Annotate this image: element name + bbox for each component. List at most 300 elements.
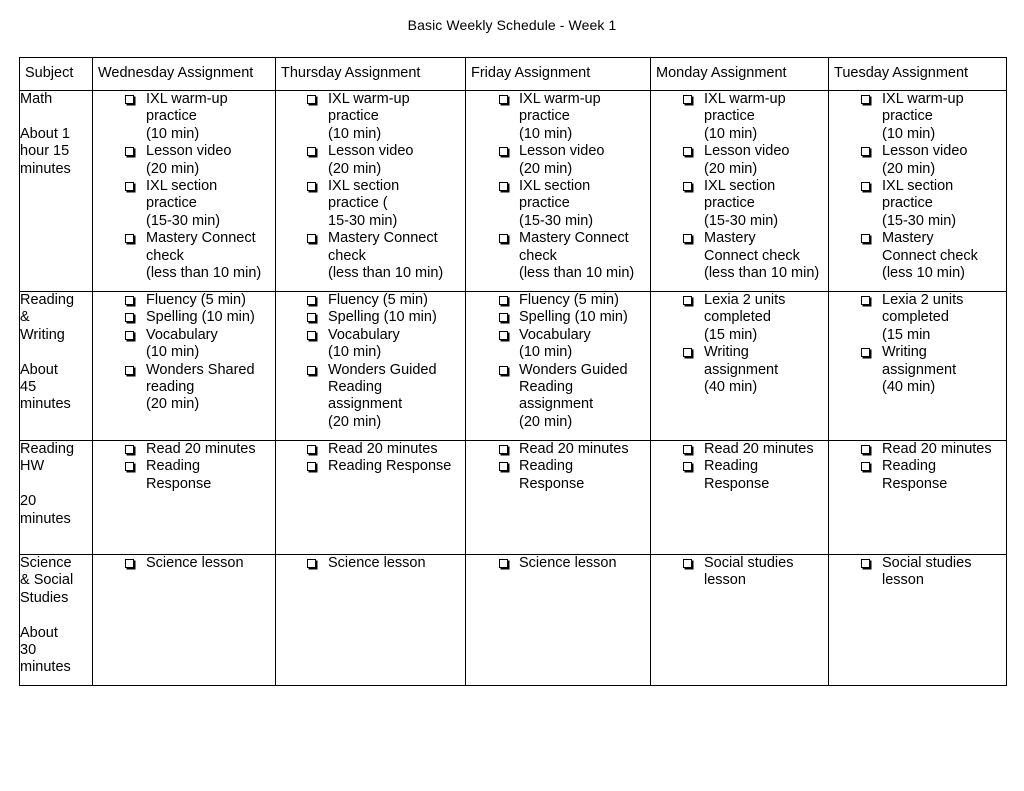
subject-label bbox=[20, 344, 92, 361]
subject-label: & bbox=[20, 309, 30, 326]
checkbox-icon[interactable] bbox=[307, 182, 316, 191]
task-list bbox=[651, 555, 828, 590]
task-text-line: (15-30 min) bbox=[519, 212, 594, 229]
subject-label: minutes bbox=[20, 396, 71, 413]
task-text bbox=[829, 441, 1006, 458]
checkbox-icon[interactable] bbox=[861, 234, 870, 243]
task-text bbox=[93, 91, 275, 143]
subject-cell bbox=[20, 91, 93, 292]
assignment-cell bbox=[651, 441, 829, 555]
table-row bbox=[20, 292, 1007, 441]
checkbox-icon[interactable] bbox=[307, 462, 316, 471]
assignment-cell bbox=[276, 555, 466, 686]
task-text-line: check bbox=[519, 247, 557, 264]
task-text-line: (20 min) bbox=[146, 396, 200, 413]
task-list bbox=[276, 292, 465, 431]
task-text bbox=[466, 143, 650, 178]
checkbox-icon[interactable] bbox=[683, 182, 692, 191]
checkbox-icon[interactable] bbox=[499, 313, 508, 322]
task-item bbox=[93, 292, 275, 309]
task-text-line: Spelling (10 min) bbox=[328, 309, 437, 326]
task-text bbox=[829, 178, 1006, 230]
checkbox-icon[interactable] bbox=[683, 348, 692, 357]
checkbox-icon[interactable] bbox=[861, 462, 870, 471]
task-item bbox=[829, 91, 1006, 143]
task-text bbox=[276, 362, 465, 432]
subject-label bbox=[20, 476, 92, 493]
checkbox-icon[interactable] bbox=[499, 234, 508, 243]
task-text bbox=[93, 441, 275, 458]
task-list bbox=[466, 292, 650, 431]
task-text-line: Writing bbox=[704, 344, 749, 361]
task-text bbox=[651, 292, 828, 344]
subject-label bbox=[20, 607, 92, 624]
task-item bbox=[466, 441, 650, 458]
task-item bbox=[466, 143, 650, 178]
task-text-line: Read 20 minutes bbox=[519, 441, 629, 457]
task-item bbox=[466, 292, 650, 309]
task-item bbox=[276, 178, 465, 230]
task-text bbox=[276, 143, 465, 178]
checkbox-icon[interactable] bbox=[125, 182, 134, 191]
task-text bbox=[93, 178, 275, 230]
assignment-cell bbox=[651, 91, 829, 292]
checkbox-icon[interactable] bbox=[307, 296, 316, 305]
task-text-line: Response bbox=[882, 475, 948, 492]
subject-label: 45 bbox=[20, 379, 37, 396]
task-list bbox=[829, 441, 1006, 493]
assignment-cell bbox=[276, 441, 466, 555]
checkbox-icon[interactable] bbox=[683, 296, 692, 305]
task-text-line: practice bbox=[519, 195, 570, 212]
subject-cell bbox=[20, 555, 93, 686]
task-text bbox=[651, 458, 828, 493]
task-text-line: (15-30 min) bbox=[704, 212, 779, 229]
task-item bbox=[276, 458, 465, 475]
checkbox-icon[interactable] bbox=[861, 95, 870, 104]
task-text-line: Lesson video bbox=[328, 143, 414, 160]
schedule-body bbox=[20, 91, 1007, 686]
task-item bbox=[466, 327, 650, 362]
task-text-line: Vocabulary bbox=[328, 326, 400, 343]
checkbox-icon[interactable] bbox=[683, 234, 692, 243]
task-text-line: (less than 10 min) bbox=[328, 265, 444, 282]
task-text-line: (15-30 min) bbox=[882, 212, 957, 229]
task-list bbox=[829, 555, 1006, 590]
task-text-line: IXL warm-up bbox=[146, 91, 228, 107]
checkbox-icon[interactable] bbox=[499, 445, 508, 454]
assignment-cell bbox=[829, 555, 1007, 686]
task-item bbox=[466, 230, 650, 282]
task-list bbox=[651, 441, 828, 493]
assignment-cell bbox=[276, 91, 466, 292]
task-item bbox=[829, 178, 1006, 230]
task-text bbox=[93, 143, 275, 178]
task-text-line: check bbox=[146, 247, 184, 264]
task-text-line: (15 min) bbox=[704, 326, 758, 343]
task-text-line: (10 min) bbox=[146, 125, 200, 142]
task-text-line: IXL section bbox=[882, 178, 954, 195]
task-text bbox=[829, 91, 1006, 143]
task-list bbox=[276, 441, 465, 476]
header-friday: Friday Assignment bbox=[466, 58, 651, 91]
assignment-cell bbox=[829, 441, 1007, 555]
task-list bbox=[651, 292, 828, 396]
checkbox-icon[interactable] bbox=[125, 95, 134, 104]
task-item bbox=[93, 327, 275, 362]
task-text-line: assignment bbox=[704, 361, 779, 378]
task-item bbox=[276, 555, 465, 572]
task-text-line: 15-30 min) bbox=[328, 212, 398, 229]
task-text-line: Response bbox=[519, 475, 585, 492]
task-text bbox=[93, 362, 275, 414]
task-item bbox=[466, 178, 650, 230]
checkbox-icon[interactable] bbox=[499, 331, 508, 340]
task-text-line: (20 min) bbox=[146, 160, 200, 177]
task-item bbox=[276, 230, 465, 282]
task-text bbox=[93, 292, 275, 309]
task-text-line: check bbox=[328, 247, 366, 264]
task-text bbox=[276, 292, 465, 309]
task-text-line: (10 min) bbox=[328, 125, 382, 142]
weekly-schedule-table bbox=[19, 57, 1007, 686]
task-text-line: practice bbox=[328, 108, 379, 125]
task-text bbox=[276, 309, 465, 326]
task-text bbox=[829, 458, 1006, 493]
task-text-line: (20 min) bbox=[328, 160, 382, 177]
task-text bbox=[93, 555, 275, 572]
task-text-line: Lexia 2 units bbox=[704, 292, 786, 308]
task-text-line: Mastery Connect bbox=[519, 230, 629, 247]
task-text-line: Mastery bbox=[704, 230, 756, 247]
checkbox-icon[interactable] bbox=[499, 559, 508, 568]
document-title: Basic Weekly Schedule - Week 1 bbox=[407, 17, 617, 33]
task-text bbox=[276, 441, 465, 458]
task-text bbox=[651, 344, 828, 396]
assignment-cell bbox=[466, 441, 651, 555]
checkbox-icon[interactable] bbox=[125, 366, 134, 375]
task-text-line: Science lesson bbox=[519, 555, 617, 571]
task-text-line: Read 20 minutes bbox=[328, 441, 438, 457]
table-row bbox=[20, 555, 1007, 686]
checkbox-icon[interactable] bbox=[307, 313, 316, 322]
subject-cell bbox=[20, 292, 93, 441]
task-text-line: Lesson video bbox=[519, 143, 605, 160]
task-item bbox=[829, 143, 1006, 178]
task-text-line: Mastery Connect bbox=[328, 230, 438, 247]
subject-label: minutes bbox=[20, 659, 71, 676]
task-text-line: IXL warm-up bbox=[328, 91, 410, 107]
assignment-cell bbox=[466, 555, 651, 686]
task-text-line: Social studies bbox=[704, 555, 794, 571]
task-list bbox=[466, 441, 650, 493]
task-item bbox=[276, 91, 465, 143]
task-item bbox=[651, 143, 828, 178]
task-text-line: lesson bbox=[882, 572, 924, 589]
task-item bbox=[466, 458, 650, 493]
task-text-line: practice bbox=[882, 108, 933, 125]
task-text-line: assignment bbox=[882, 361, 957, 378]
task-text bbox=[276, 555, 465, 572]
task-item bbox=[276, 327, 465, 362]
task-text-line: IXL section bbox=[519, 178, 591, 195]
task-text-line: (20 min) bbox=[519, 160, 573, 177]
task-text-line: IXL section bbox=[704, 178, 776, 195]
checkbox-icon[interactable] bbox=[125, 147, 134, 156]
task-text-line: IXL warm-up bbox=[519, 91, 601, 107]
checkbox-icon[interactable] bbox=[683, 445, 692, 454]
task-text-line: Fluency (5 min) bbox=[519, 292, 619, 308]
subject-label: Science bbox=[20, 555, 72, 571]
task-item bbox=[93, 441, 275, 458]
task-text-line: (20 min) bbox=[328, 413, 382, 430]
task-text-line: reading bbox=[146, 379, 195, 396]
task-text-line: practice bbox=[704, 108, 755, 125]
checkbox-icon[interactable] bbox=[861, 559, 870, 568]
task-text-line: (10 min) bbox=[519, 344, 573, 361]
task-text bbox=[93, 327, 275, 362]
checkbox-icon[interactable] bbox=[307, 95, 316, 104]
task-text-line: Social studies bbox=[882, 555, 972, 571]
checkbox-icon[interactable] bbox=[861, 445, 870, 454]
task-text-line: Writing bbox=[882, 344, 927, 361]
checkbox-icon[interactable] bbox=[307, 234, 316, 243]
checkbox-icon[interactable] bbox=[683, 462, 692, 471]
task-text bbox=[829, 143, 1006, 178]
task-text-line: assignment bbox=[328, 396, 403, 413]
task-item bbox=[829, 555, 1006, 590]
task-item bbox=[276, 143, 465, 178]
assignment-cell bbox=[829, 91, 1007, 292]
checkbox-icon[interactable] bbox=[125, 331, 134, 340]
task-item bbox=[829, 230, 1006, 282]
task-item bbox=[829, 441, 1006, 458]
checkbox-icon[interactable] bbox=[683, 147, 692, 156]
task-text bbox=[466, 309, 650, 326]
task-text-line: Lexia 2 units bbox=[882, 292, 964, 308]
task-item bbox=[93, 555, 275, 572]
task-text-line: (less than 10 min) bbox=[519, 265, 635, 282]
task-text-line: Reading bbox=[328, 379, 383, 396]
task-item bbox=[829, 292, 1006, 344]
task-text-line: Science lesson bbox=[146, 555, 244, 571]
task-text-line: Reading bbox=[704, 458, 759, 475]
task-list bbox=[93, 441, 275, 493]
subject-label: Writing bbox=[20, 326, 65, 343]
checkbox-icon[interactable] bbox=[125, 462, 134, 471]
task-text bbox=[651, 230, 828, 282]
task-text-line: (40 min) bbox=[882, 379, 936, 396]
task-item bbox=[651, 230, 828, 282]
task-item bbox=[466, 309, 650, 326]
task-text bbox=[466, 327, 650, 362]
task-text-line: (20 min) bbox=[704, 160, 758, 177]
task-text-line: (less 10 min) bbox=[882, 265, 965, 282]
task-text bbox=[466, 178, 650, 230]
task-text-line: Mastery Connect bbox=[146, 230, 256, 247]
task-text-line: Lesson video bbox=[704, 143, 790, 160]
task-text-line: Wonders Guided bbox=[328, 361, 437, 378]
assignment-cell bbox=[93, 555, 276, 686]
checkbox-icon[interactable] bbox=[499, 182, 508, 191]
task-item bbox=[93, 230, 275, 282]
task-text-line: Read 20 minutes bbox=[146, 441, 256, 457]
task-text-line: Spelling (10 min) bbox=[519, 309, 628, 326]
assignment-cell bbox=[93, 292, 276, 441]
header-wednesday: Wednesday Assignment bbox=[93, 58, 276, 91]
task-text-line: practice bbox=[882, 195, 933, 212]
task-text-line: Wonders Shared bbox=[146, 361, 255, 378]
task-text-line: Reading Response bbox=[328, 458, 452, 475]
checkbox-icon[interactable] bbox=[499, 366, 508, 375]
task-text-line: Lesson video bbox=[882, 143, 968, 160]
table-row bbox=[20, 91, 1007, 292]
task-item bbox=[466, 555, 650, 572]
task-text-line: (10 min) bbox=[146, 344, 200, 361]
task-list bbox=[276, 91, 465, 282]
checkbox-icon[interactable] bbox=[499, 296, 508, 305]
task-list bbox=[93, 555, 275, 572]
checkbox-icon[interactable] bbox=[307, 559, 316, 568]
checkbox-icon[interactable] bbox=[125, 559, 134, 568]
task-text-line: assignment bbox=[519, 396, 594, 413]
task-text bbox=[93, 458, 275, 493]
task-item bbox=[276, 309, 465, 326]
task-text-line: Response bbox=[146, 475, 212, 492]
checkbox-icon[interactable] bbox=[125, 296, 134, 305]
task-text-line: Vocabulary bbox=[519, 326, 591, 343]
task-text bbox=[651, 91, 828, 143]
task-item bbox=[93, 458, 275, 493]
assignment-cell bbox=[466, 91, 651, 292]
task-text-line: Response bbox=[704, 475, 770, 492]
header-monday: Monday Assignment bbox=[651, 58, 829, 91]
header-thursday: Thursday Assignment bbox=[276, 58, 466, 91]
task-text-line: Reading bbox=[519, 379, 574, 396]
task-text-line: Read 20 minutes bbox=[882, 441, 992, 457]
task-text bbox=[276, 230, 465, 282]
assignment-cell bbox=[466, 292, 651, 441]
subject-label: About 1 bbox=[20, 125, 70, 142]
task-list bbox=[276, 555, 465, 572]
task-text-line: Connect check bbox=[882, 247, 978, 264]
task-text-line: (10 min) bbox=[328, 344, 382, 361]
task-item bbox=[651, 555, 828, 590]
task-text bbox=[829, 555, 1006, 590]
task-text-line: Science lesson bbox=[328, 555, 426, 571]
task-item bbox=[93, 362, 275, 414]
checkbox-icon[interactable] bbox=[861, 182, 870, 191]
checkbox-icon[interactable] bbox=[125, 313, 134, 322]
task-text-line: Spelling (10 min) bbox=[146, 309, 255, 326]
task-text bbox=[93, 230, 275, 282]
task-text bbox=[829, 344, 1006, 396]
task-text bbox=[276, 91, 465, 143]
task-item bbox=[651, 458, 828, 493]
assignment-cell bbox=[276, 292, 466, 441]
subject-label: minutes bbox=[20, 160, 71, 177]
task-text bbox=[466, 292, 650, 309]
task-text bbox=[276, 178, 465, 230]
subject-label: & Social bbox=[20, 572, 74, 589]
checkbox-icon[interactable] bbox=[125, 445, 134, 454]
checkbox-icon[interactable] bbox=[499, 147, 508, 156]
task-text-line: (10 min) bbox=[704, 125, 758, 142]
task-list bbox=[829, 91, 1006, 282]
checkbox-icon[interactable] bbox=[307, 147, 316, 156]
assignment-cell bbox=[651, 555, 829, 686]
task-text-line: IXL warm-up bbox=[882, 91, 964, 107]
checkbox-icon[interactable] bbox=[499, 95, 508, 104]
task-text bbox=[466, 362, 650, 432]
task-list bbox=[93, 91, 275, 282]
task-item bbox=[651, 178, 828, 230]
subject-label bbox=[20, 108, 92, 125]
checkbox-icon[interactable] bbox=[307, 366, 316, 375]
task-item bbox=[93, 143, 275, 178]
task-list bbox=[93, 292, 275, 414]
header-subject: Subject bbox=[20, 58, 93, 91]
checkbox-icon[interactable] bbox=[861, 348, 870, 357]
checkbox-icon[interactable] bbox=[125, 234, 134, 243]
checkbox-icon[interactable] bbox=[861, 296, 870, 305]
task-text-line: (10 min) bbox=[519, 125, 573, 142]
checkbox-icon[interactable] bbox=[861, 147, 870, 156]
assignment-cell bbox=[829, 292, 1007, 441]
task-item bbox=[829, 458, 1006, 493]
task-text bbox=[829, 230, 1006, 282]
task-text-line: Fluency (5 min) bbox=[146, 292, 246, 308]
task-item bbox=[466, 362, 650, 432]
task-text-line: Vocabulary bbox=[146, 326, 218, 343]
assignment-cell bbox=[651, 292, 829, 441]
task-text bbox=[466, 458, 650, 493]
checkbox-icon[interactable] bbox=[307, 331, 316, 340]
checkbox-icon[interactable] bbox=[683, 95, 692, 104]
task-text-line: practice ( bbox=[328, 195, 388, 212]
header-tuesday: Tuesday Assignment bbox=[829, 58, 1007, 91]
task-text bbox=[93, 309, 275, 326]
subject-cell bbox=[20, 441, 93, 555]
task-list bbox=[466, 555, 650, 572]
task-text-line: completed bbox=[704, 309, 771, 326]
task-text bbox=[651, 143, 828, 178]
subject-label: Reading bbox=[20, 441, 75, 457]
table-row bbox=[20, 441, 1007, 555]
subject-label: About bbox=[20, 361, 58, 378]
task-text-line: practice bbox=[704, 195, 755, 212]
header-row bbox=[20, 58, 1007, 91]
task-text-line: practice bbox=[519, 108, 570, 125]
task-item bbox=[829, 344, 1006, 396]
task-text-line: IXL warm-up bbox=[704, 91, 786, 107]
task-text bbox=[466, 91, 650, 143]
subject-label: 20 bbox=[20, 493, 37, 510]
task-list bbox=[829, 292, 1006, 396]
task-text bbox=[276, 458, 465, 475]
checkbox-icon[interactable] bbox=[683, 559, 692, 568]
task-text bbox=[829, 292, 1006, 344]
task-text bbox=[651, 441, 828, 458]
checkbox-icon[interactable] bbox=[307, 445, 316, 454]
task-item bbox=[651, 91, 828, 143]
checkbox-icon[interactable] bbox=[499, 462, 508, 471]
assignment-cell bbox=[93, 441, 276, 555]
task-text-line: (less than 10 min) bbox=[704, 265, 820, 282]
task-item bbox=[651, 344, 828, 396]
task-text-line: IXL section bbox=[328, 178, 400, 195]
task-text bbox=[466, 230, 650, 282]
